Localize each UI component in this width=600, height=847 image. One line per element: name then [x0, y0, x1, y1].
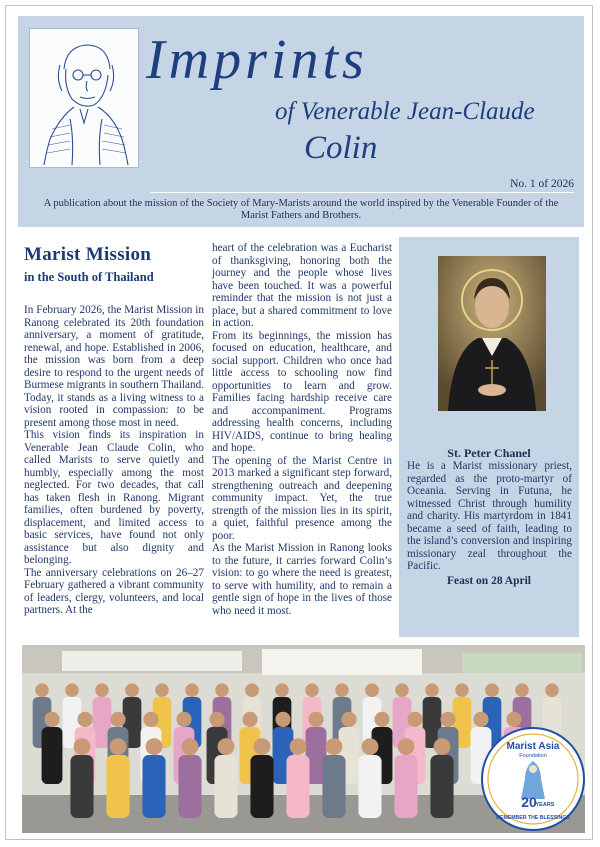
person-head	[473, 712, 488, 727]
person-head	[245, 683, 259, 697]
person-head	[44, 712, 59, 727]
saint-name: St. Peter Chanel	[447, 446, 531, 460]
article-paragraph: As the Marist Mission in Ranong looks to the future, it carries forward Colin’s vision: to go where the need is greatest, to serve with humility, and to remain a gentle sign of hope in the lives of those who need it most.	[212, 542, 392, 617]
saint-sidebar	[399, 237, 579, 637]
article-paragraph: This vision finds its inspiration in Venerable Jean Claude Colin, who called Marists to serve quietly and humbly, especially among the most neglected. For two decades, that call has taken flesh in Ranong. Migrant families, often burdened by poverty, displacement, and limited access to basic services, have found not only assistance but also dignity and belonging.	[24, 429, 204, 566]
person-head	[506, 712, 521, 727]
person-head	[374, 712, 389, 727]
article-paragraph: In February 2026, the Marist Mission in Ranong celebrated its 20th foundation anniversary, a moment of gratitude, renewal, and hope. Established in 2006, the mission was born from a deep desire to respond to the urgent needs of Burmese migrants in southern Thailand. Today, it stands as a living witness to a vision rooted in compassion: to be present among those most in need.	[24, 304, 204, 429]
badge-years-number: 20	[521, 794, 537, 810]
person-silhouette	[430, 755, 453, 818]
person-silhouette	[106, 755, 129, 818]
person-head	[341, 712, 356, 727]
person-head	[545, 683, 559, 697]
article-paragraph: From its beginnings, the mission has focused on education, healthcare, and social support. Children who once had little access to schooling now find opportunities to learn and grow. Families facing hardship receive care and accompaniment. Programs addressing health concerns, including HIV/AIDS, continue to bring healing and hope.	[212, 329, 392, 454]
person-head	[398, 738, 415, 755]
publication-subtitle: of Venerable Jean-Claude	[275, 98, 535, 125]
badge-title: Marist Asia	[506, 741, 560, 752]
person-head	[77, 712, 92, 727]
person-head	[485, 683, 499, 697]
person-head	[305, 683, 319, 697]
badge-foundation: Foundation	[519, 753, 547, 759]
colin-portrait-image	[29, 28, 139, 168]
person-head	[440, 712, 455, 727]
article-title: Marist Mission	[24, 244, 152, 265]
publication-tagline: A publication about the mission of the Society of Mary-Marists around the world inspired by the Venerable Founder of the Marist Fathers and Brothers.	[43, 198, 559, 221]
person-silhouette	[70, 755, 93, 818]
person-head	[182, 738, 199, 755]
person-head	[365, 683, 379, 697]
issue-number: No. 1 of 2026	[510, 178, 574, 190]
person-head	[434, 738, 451, 755]
person-head	[290, 738, 307, 755]
saint-bio: He is a Marist missionary priest, regarded as the proto-martyr of Oceania. Serving in Futuna, he witnessed Christ through humility and charity. His martyrdom in 1841 became a seed of faith, leading to the island’s conversion and inspiring missionary zeal throughout the Pacific.	[407, 460, 572, 572]
person-head	[125, 683, 139, 697]
article-column-2	[212, 242, 392, 617]
peter-chanel-portrait	[438, 256, 546, 411]
person-silhouette	[214, 755, 237, 818]
article-paragraph: The opening of the Marist Centre in 2013 marked a significant step forward, strengthening outreach and deepening community impact. Yet, the true strength of the mission lies in its spirit, a quiet, faithful presence among the poor.	[212, 454, 392, 542]
person-head	[335, 683, 349, 697]
person-head	[515, 683, 529, 697]
person-head	[407, 712, 422, 727]
person-head	[455, 683, 469, 697]
publication-name: Colin	[304, 130, 378, 166]
article-subtitle: in the South of Thailand	[24, 270, 154, 284]
person-silhouette	[142, 755, 165, 818]
person-head	[185, 683, 199, 697]
person-silhouette	[358, 755, 381, 818]
header-divider	[150, 192, 574, 193]
person-head	[242, 712, 257, 727]
person-head	[146, 738, 163, 755]
person-head	[395, 683, 409, 697]
person-head	[176, 712, 191, 727]
person-silhouette	[178, 755, 201, 818]
feast-day: Feast on 28 April	[446, 575, 531, 587]
marist-asia-20-years-badge	[481, 727, 585, 831]
person-head	[35, 683, 49, 697]
person-head	[254, 738, 271, 755]
person-silhouette	[42, 727, 63, 784]
badge-years-word: YEARS	[535, 802, 555, 808]
publication-title: Imprints	[146, 29, 368, 91]
person-head	[326, 738, 343, 755]
person-silhouette	[250, 755, 273, 818]
article-column-1	[24, 304, 204, 617]
person-silhouette	[322, 755, 345, 818]
person-head	[275, 683, 289, 697]
person-head	[215, 683, 229, 697]
person-head	[143, 712, 158, 727]
person-head	[308, 712, 323, 727]
person-head	[110, 738, 127, 755]
article-paragraph: heart of the celebration was a Eucharist of thanksgiving, honoring both the journey and the people whose lives have been touched. It was a powerful reminder that the mission is not just a place, but a shared commitment to love in action.	[212, 242, 392, 329]
person-head	[218, 738, 235, 755]
person-head	[74, 738, 91, 755]
person-head	[362, 738, 379, 755]
person-head	[95, 683, 109, 697]
person-head	[275, 712, 290, 727]
article-paragraph: The anniversary celebrations on 26–27 February gathered a vibrant community of leaders, clergy, volunteers, and local partners. At the	[24, 566, 204, 616]
person-head	[209, 712, 224, 727]
person-head	[155, 683, 169, 697]
person-head	[110, 712, 125, 727]
masthead	[18, 16, 584, 227]
badge-motto: REMEMBER THE BLESSINGS	[496, 815, 570, 821]
person-silhouette	[394, 755, 417, 818]
person-head	[425, 683, 439, 697]
person-silhouette	[286, 755, 309, 818]
person-head	[65, 683, 79, 697]
